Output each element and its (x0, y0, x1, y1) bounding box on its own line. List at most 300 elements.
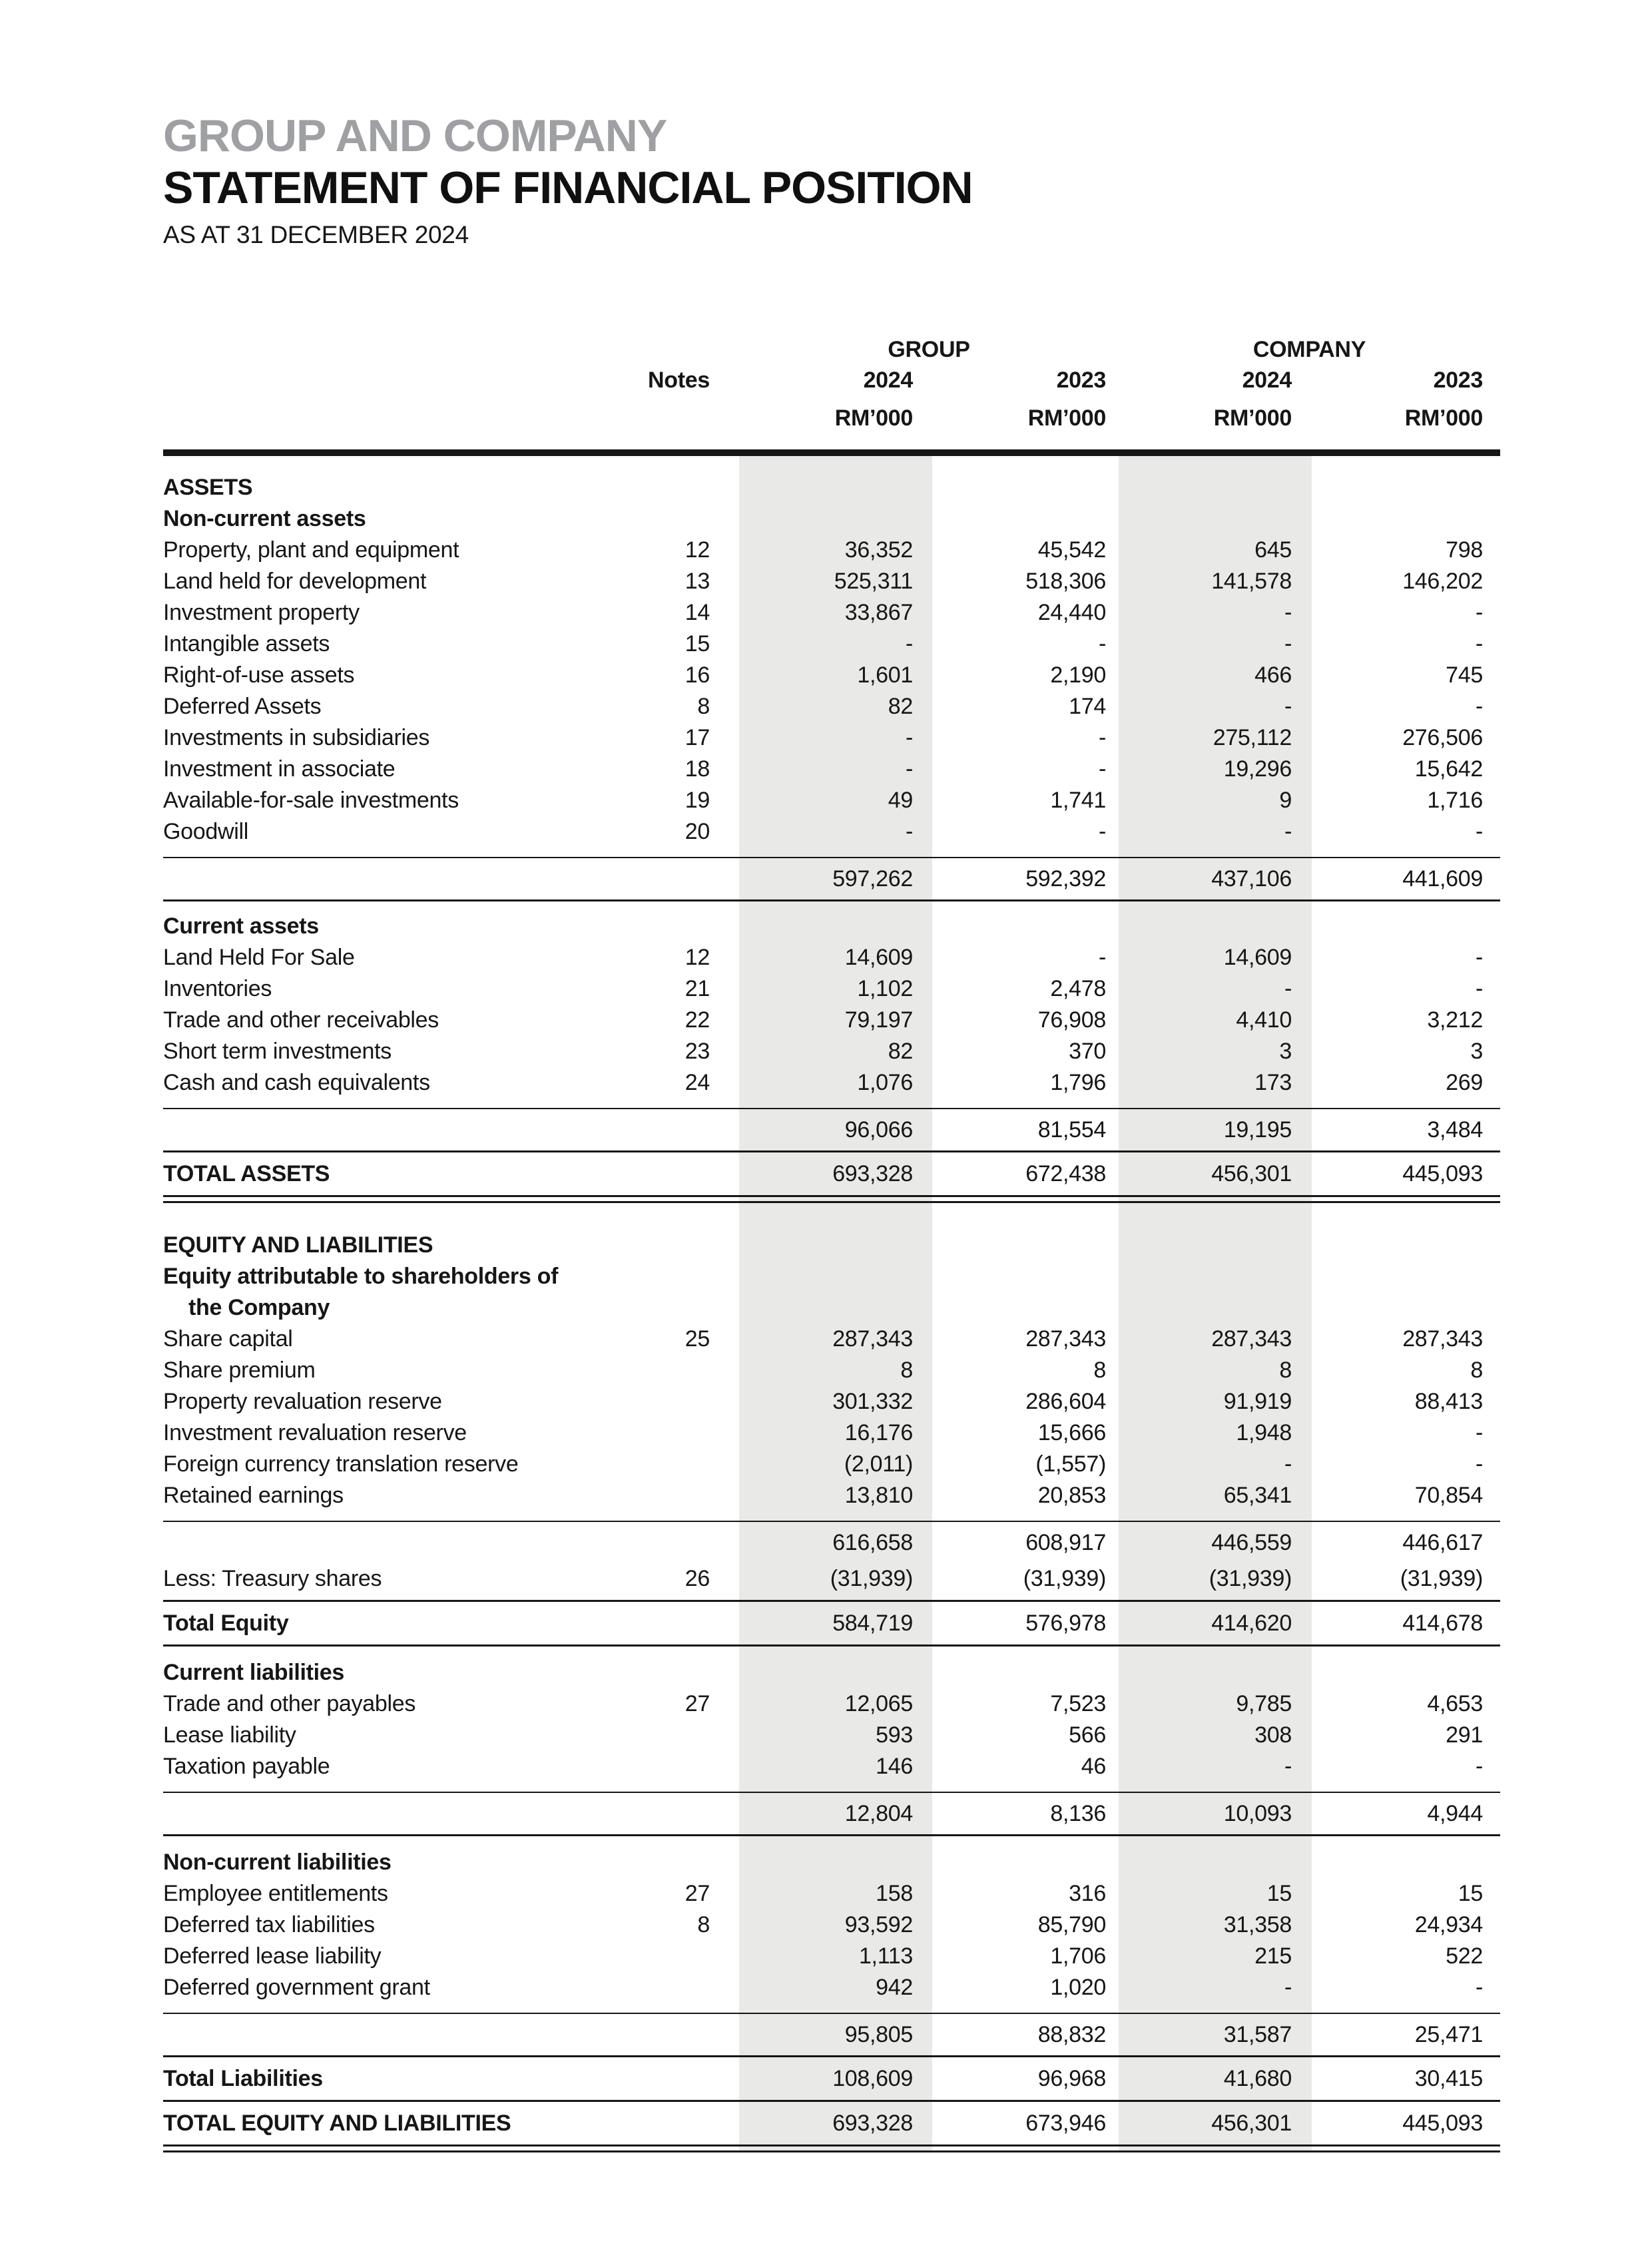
rule-double (163, 1195, 1500, 1203)
value-cell: 146 (876, 1754, 913, 1779)
value-cell (1119, 1847, 1312, 1878)
value-cell (932, 1657, 1119, 1688)
value-cell: 141,578 (1211, 569, 1292, 594)
spacer (163, 456, 1500, 472)
value-cell: 1,796 (1050, 1070, 1106, 1095)
value-cell: 49 (888, 788, 913, 813)
value-cell: 8 (1470, 1358, 1483, 1383)
subtotal-row (163, 2014, 1500, 2055)
line-item-row (163, 785, 1500, 816)
total-row (163, 2057, 1500, 2100)
value-cell: - (1475, 1754, 1483, 1779)
value-cell: 287,343 (1402, 1326, 1483, 1352)
row-label (163, 1522, 576, 1563)
row-label: TOTAL ASSETS (163, 1161, 330, 1186)
row-note (576, 1972, 739, 2003)
value-cell: - (1475, 694, 1483, 719)
line-item-row (163, 629, 1500, 660)
value-cell: - (1475, 1451, 1483, 1477)
group-column-header: GROUP (888, 337, 970, 362)
line-item-row (163, 1417, 1500, 1449)
rule-double (163, 2144, 1500, 2152)
row-note (576, 1480, 739, 1511)
value-cell: - (1284, 631, 1292, 656)
row-note (576, 1751, 739, 1782)
row-note: 8 (697, 694, 710, 719)
value-cell: 8 (1093, 1358, 1106, 1383)
row-label: Property, plant and equipment (163, 537, 459, 563)
value-cell: 597,262 (832, 866, 913, 891)
value-cell (1119, 472, 1312, 503)
value-cell: - (1284, 1754, 1292, 1779)
value-cell: 446,617 (1402, 1530, 1483, 1555)
value-cell: 525,311 (834, 569, 913, 594)
value-cell: - (905, 725, 913, 750)
line-item-row (163, 1878, 1500, 1909)
heading-row (163, 1292, 1500, 1324)
row-label: Share capital (163, 1326, 293, 1352)
pretitle: GROUP AND COMPANY (163, 111, 667, 161)
page-title: STATEMENT OF FINANCIAL POSITION (163, 162, 973, 213)
value-cell: 19,296 (1223, 756, 1292, 782)
row-note: 18 (685, 756, 710, 782)
value-cell: 79,197 (844, 1007, 913, 1033)
value-cell: 1,113 (858, 1943, 913, 1969)
value-cell: 14,609 (844, 945, 913, 970)
total-row (163, 1152, 1500, 1195)
line-item-row (163, 1972, 1500, 2003)
value-cell (1119, 1230, 1312, 1261)
line-item-row (163, 535, 1500, 566)
value-cell: 276,506 (1402, 725, 1483, 750)
notes-column-header: Notes (648, 368, 710, 393)
row-note: 19 (685, 788, 710, 813)
header-rule (163, 449, 1500, 456)
value-cell: 9 (1279, 788, 1292, 813)
row-note: 12 (685, 537, 710, 563)
row-note (576, 472, 739, 503)
row-label: Available-for-sale investments (163, 788, 459, 813)
row-label: Equity attributable to shareholders of (163, 1264, 559, 1289)
row-label: Deferred Assets (163, 694, 322, 719)
row-note (576, 1449, 739, 1480)
row-note (576, 2057, 739, 2100)
value-cell: 287,343 (832, 1326, 913, 1352)
line-item-row (163, 754, 1500, 785)
value-cell: 576,978 (1025, 1611, 1106, 1636)
value-cell: 15 (1266, 1881, 1292, 1906)
line-item-row (163, 942, 1500, 973)
table-header (163, 336, 1500, 456)
value-cell: 584,719 (832, 1611, 913, 1636)
value-cell: 1,076 (857, 1070, 913, 1095)
value-cell (1312, 911, 1500, 942)
row-note: 25 (685, 1326, 710, 1352)
value-cell: 30,415 (1414, 2066, 1483, 2091)
line-item-row (163, 1720, 1500, 1751)
value-cell: - (1475, 976, 1483, 1001)
row-label: Taxation payable (163, 1754, 330, 1779)
row-note (576, 2014, 739, 2055)
row-note (576, 858, 739, 899)
unit-label: RM’000 (834, 405, 913, 431)
header-spacer (163, 336, 739, 363)
row-note (576, 1292, 739, 1324)
row-label: ASSETS (163, 475, 253, 500)
row-label: Trade and other payables (163, 1691, 416, 1716)
value-cell: 2,478 (1050, 976, 1106, 1001)
row-note: 13 (685, 569, 710, 594)
row-label: Current assets (163, 913, 319, 939)
line-item-row (163, 1563, 1500, 1595)
value-cell: 31,358 (1223, 1912, 1292, 1937)
value-cell: 96,066 (844, 1117, 913, 1142)
row-label: Foreign currency translation reserve (163, 1451, 519, 1477)
row-note (576, 503, 739, 535)
value-cell: 745 (1446, 662, 1483, 688)
year-header-row (163, 363, 1500, 397)
value-cell: 593 (876, 1722, 913, 1748)
value-cell: 437,106 (1211, 866, 1292, 891)
row-label: Property revaluation reserve (163, 1389, 442, 1414)
value-cell: 85,790 (1037, 1912, 1106, 1937)
line-item-row (163, 660, 1500, 691)
value-cell: 31,587 (1223, 2022, 1292, 2047)
row-note (576, 1657, 739, 1688)
row-label: TOTAL EQUITY AND LIABILITIES (163, 2111, 511, 2136)
value-cell: 15 (1458, 1881, 1483, 1906)
line-item-row (163, 816, 1500, 848)
value-cell (739, 1847, 932, 1878)
row-note: 21 (685, 976, 710, 1001)
value-cell: 146,202 (1402, 569, 1483, 594)
value-cell: (2,011) (844, 1451, 913, 1477)
value-cell: 13,810 (844, 1483, 913, 1508)
row-label: Share premium (163, 1358, 316, 1383)
spacer (163, 901, 1500, 911)
row-note (576, 1522, 739, 1563)
unit-label: RM’000 (1404, 405, 1483, 431)
row-note: 22 (685, 1007, 710, 1033)
value-cell: - (1475, 631, 1483, 656)
company-column-header: COMPANY (1252, 337, 1366, 362)
line-item-row (163, 1480, 1500, 1511)
value-cell: - (1284, 819, 1292, 844)
line-item-row (163, 1688, 1500, 1720)
row-note (576, 1417, 739, 1449)
line-item-row (163, 691, 1500, 722)
value-cell: - (1475, 1975, 1483, 2000)
line-item-row (163, 1355, 1500, 1386)
row-note: 16 (685, 662, 710, 688)
value-cell (1312, 472, 1500, 503)
value-cell (739, 1230, 932, 1261)
value-cell: 88,832 (1037, 2022, 1106, 2047)
row-label (163, 1109, 576, 1150)
value-cell: (31,939) (830, 1566, 913, 1591)
value-cell: 8 (1279, 1358, 1292, 1383)
spacer (163, 1203, 1500, 1230)
value-cell: 286,604 (1025, 1389, 1106, 1414)
subtotal-row (163, 858, 1500, 899)
value-cell: (1,557) (1035, 1451, 1106, 1477)
row-label: Retained earnings (163, 1483, 344, 1508)
value-cell: - (1475, 819, 1483, 844)
row-label (163, 2014, 576, 2055)
header-spacer (163, 397, 739, 439)
value-cell (1312, 503, 1500, 535)
row-note: 24 (685, 1070, 710, 1095)
value-cell: 108,609 (832, 2066, 913, 2091)
row-label: Trade and other receivables (163, 1007, 439, 1033)
company-2024-header: 2024 (1242, 368, 1292, 393)
value-cell: 33,867 (844, 600, 913, 625)
value-cell: 1,102 (857, 976, 913, 1001)
value-cell: 275,112 (1213, 725, 1292, 750)
value-cell (1312, 1230, 1500, 1261)
row-note: 15 (685, 631, 710, 656)
row-note: 27 (685, 1691, 710, 1716)
heading-row (163, 911, 1500, 942)
value-cell: - (1284, 1451, 1292, 1477)
row-label: Deferred tax liabilities (163, 1912, 375, 1937)
value-cell: 8,136 (1050, 1801, 1106, 1826)
value-cell: 616,658 (832, 1530, 913, 1555)
value-cell (1312, 1657, 1500, 1688)
row-label: Intangible assets (163, 631, 330, 656)
spacer (163, 1646, 1500, 1657)
value-cell: 215 (1254, 1943, 1292, 1969)
value-cell (932, 472, 1119, 503)
value-cell: 522 (1446, 1943, 1483, 1969)
value-cell: - (1098, 819, 1106, 844)
value-cell: 301,332 (832, 1389, 913, 1414)
value-cell: 15,666 (1037, 1420, 1106, 1445)
value-cell: 158 (876, 1881, 913, 1906)
row-label: EQUITY AND LIABILITIES (163, 1232, 433, 1258)
value-cell: - (1475, 945, 1483, 970)
row-label: Investments in subsidiaries (163, 725, 430, 750)
row-note (576, 1386, 739, 1417)
value-cell (1312, 1292, 1500, 1324)
value-cell (932, 1292, 1119, 1324)
value-cell: 70,854 (1414, 1483, 1483, 1508)
value-cell: 1,601 (857, 662, 913, 688)
value-cell: 14,609 (1223, 945, 1292, 970)
subtotal-row (163, 1522, 1500, 1563)
value-cell: 4,944 (1427, 1801, 1483, 1826)
row-label: Deferred lease liability (163, 1943, 382, 1969)
heading-row (163, 1261, 1500, 1292)
row-label: Short term investments (163, 1039, 392, 1064)
row-note: 23 (685, 1039, 710, 1064)
value-cell: (31,939) (1023, 1566, 1106, 1591)
heading-row (163, 1230, 1500, 1261)
row-note: 12 (685, 945, 710, 970)
value-cell: 693,328 (832, 1161, 913, 1186)
value-cell (739, 1292, 932, 1324)
row-label: Land Held For Sale (163, 945, 355, 970)
value-cell: 672,438 (1025, 1161, 1106, 1186)
row-note: 17 (685, 725, 710, 750)
value-cell: 19,195 (1223, 1117, 1292, 1142)
value-cell: 45,542 (1037, 537, 1106, 563)
row-note: 27 (685, 1881, 710, 1906)
value-cell (932, 1230, 1119, 1261)
heading-row (163, 503, 1500, 535)
value-cell: 446,559 (1211, 1530, 1292, 1555)
row-note: 20 (685, 819, 710, 844)
spacer (163, 1836, 1500, 1847)
value-cell: 25,471 (1414, 2022, 1483, 2047)
value-cell: 456,301 (1211, 2111, 1292, 2136)
column-group-header-row (163, 336, 1500, 363)
row-note (576, 1152, 739, 1195)
value-cell: 36,352 (844, 537, 913, 563)
row-label (163, 1793, 576, 1834)
value-cell: 20,853 (1037, 1483, 1106, 1508)
heading-row (163, 472, 1500, 503)
line-item-row (163, 1449, 1500, 1480)
row-note (576, 2102, 739, 2144)
value-cell: 1,741 (1050, 788, 1106, 813)
value-cell: 46 (1081, 1754, 1106, 1779)
group-2023-header: 2023 (1056, 368, 1106, 393)
value-cell: 96,968 (1037, 2066, 1106, 2091)
unit-label: RM’000 (1027, 405, 1106, 431)
value-cell: 456,301 (1211, 1161, 1292, 1186)
row-note (576, 1847, 739, 1878)
value-cell: 24,440 (1037, 600, 1106, 625)
unit-header-row (163, 397, 1500, 439)
value-cell: (31,939) (1209, 1566, 1292, 1591)
value-cell: 7,523 (1050, 1691, 1106, 1716)
value-cell: 174 (1069, 694, 1106, 719)
value-cell: 414,620 (1211, 1611, 1292, 1636)
value-cell: - (905, 756, 913, 782)
value-cell (1312, 1261, 1500, 1292)
value-cell: 518,306 (1025, 569, 1106, 594)
value-cell: 81,554 (1037, 1117, 1106, 1142)
value-cell: 93,592 (844, 1912, 913, 1937)
value-cell: 88,413 (1414, 1389, 1483, 1414)
value-cell: 1,948 (1236, 1420, 1292, 1445)
value-cell: - (905, 819, 913, 844)
table-body (163, 456, 1500, 2152)
line-item-row (163, 1386, 1500, 1417)
row-note (576, 911, 739, 942)
line-item-row (163, 973, 1500, 1005)
line-item-row (163, 597, 1500, 629)
value-cell: 287,343 (1211, 1326, 1292, 1352)
value-cell: 445,093 (1402, 2111, 1483, 2136)
value-cell (1119, 911, 1312, 942)
row-label: Deferred government grant (163, 1975, 430, 2000)
value-cell: 942 (876, 1975, 913, 2000)
value-cell (932, 503, 1119, 535)
value-cell: 316 (1069, 1881, 1106, 1906)
row-note (576, 1261, 739, 1292)
value-cell: 16,176 (844, 1420, 913, 1445)
line-item-row (163, 1036, 1500, 1067)
value-cell: - (1284, 1975, 1292, 2000)
group-2024-header: 2024 (863, 368, 913, 393)
value-cell: 9,785 (1236, 1691, 1292, 1716)
value-cell: (31,939) (1400, 1566, 1483, 1591)
value-cell: 291 (1446, 1722, 1483, 1748)
value-cell: 2,190 (1050, 662, 1106, 688)
row-label: Land held for development (163, 569, 427, 594)
value-cell: 1,020 (1050, 1975, 1106, 2000)
value-cell: 95,805 (844, 2022, 913, 2047)
value-cell: 370 (1069, 1039, 1106, 1064)
value-cell: 269 (1446, 1070, 1483, 1095)
value-cell (932, 1847, 1119, 1878)
value-cell: 4,410 (1236, 1007, 1292, 1033)
value-cell: 10,093 (1223, 1801, 1292, 1826)
value-cell: - (1475, 600, 1483, 625)
value-cell: 566 (1069, 1722, 1106, 1748)
row-label: Investment property (163, 600, 360, 625)
line-item-row (163, 1067, 1500, 1099)
value-cell: 466 (1254, 662, 1292, 688)
value-cell: - (905, 631, 913, 656)
value-cell: 12,065 (844, 1691, 913, 1716)
unit-label: RM’000 (1213, 405, 1292, 431)
value-cell: 414,678 (1402, 1611, 1483, 1636)
value-cell: 608,917 (1025, 1530, 1106, 1555)
row-note: 26 (685, 1566, 710, 1591)
value-cell: - (1098, 945, 1106, 970)
financial-position-table (163, 336, 1500, 2152)
value-cell: 693,328 (832, 2111, 913, 2136)
row-label: Non-current assets (163, 506, 366, 531)
row-label: Employee entitlements (163, 1881, 388, 1906)
row-label: Lease liability (163, 1722, 296, 1748)
value-cell (1312, 1847, 1500, 1878)
value-cell: 287,343 (1025, 1326, 1106, 1352)
line-item-row (163, 1909, 1500, 1941)
value-cell: - (1284, 976, 1292, 1001)
value-cell: 1,706 (1050, 1943, 1106, 1969)
value-cell: 82 (888, 694, 913, 719)
row-label: Current liabilities (163, 1660, 345, 1685)
subtotal-row (163, 1109, 1500, 1150)
line-item-row (163, 1941, 1500, 1972)
row-note (576, 1109, 739, 1150)
value-cell: 8 (900, 1358, 913, 1383)
line-item-row (163, 1324, 1500, 1355)
row-label: Investment in associate (163, 756, 396, 782)
value-cell: 445,093 (1402, 1161, 1483, 1186)
row-label: Cash and cash equivalents (163, 1070, 430, 1095)
value-cell: 4,653 (1427, 1691, 1483, 1716)
value-cell: 15,642 (1414, 756, 1483, 782)
row-note (576, 1602, 739, 1644)
value-cell: 645 (1254, 537, 1292, 563)
line-item-row (163, 566, 1500, 597)
line-item-row (163, 1751, 1500, 1782)
heading-row (163, 1847, 1500, 1878)
value-cell: 441,609 (1402, 866, 1483, 891)
value-cell (739, 472, 932, 503)
value-cell (1119, 1657, 1312, 1688)
value-cell: 3,212 (1427, 1007, 1483, 1033)
value-cell: 24,934 (1414, 1912, 1483, 1937)
value-cell: 76,908 (1037, 1007, 1106, 1033)
row-label: Right-of-use assets (163, 662, 355, 688)
value-cell: 41,680 (1223, 2066, 1292, 2091)
